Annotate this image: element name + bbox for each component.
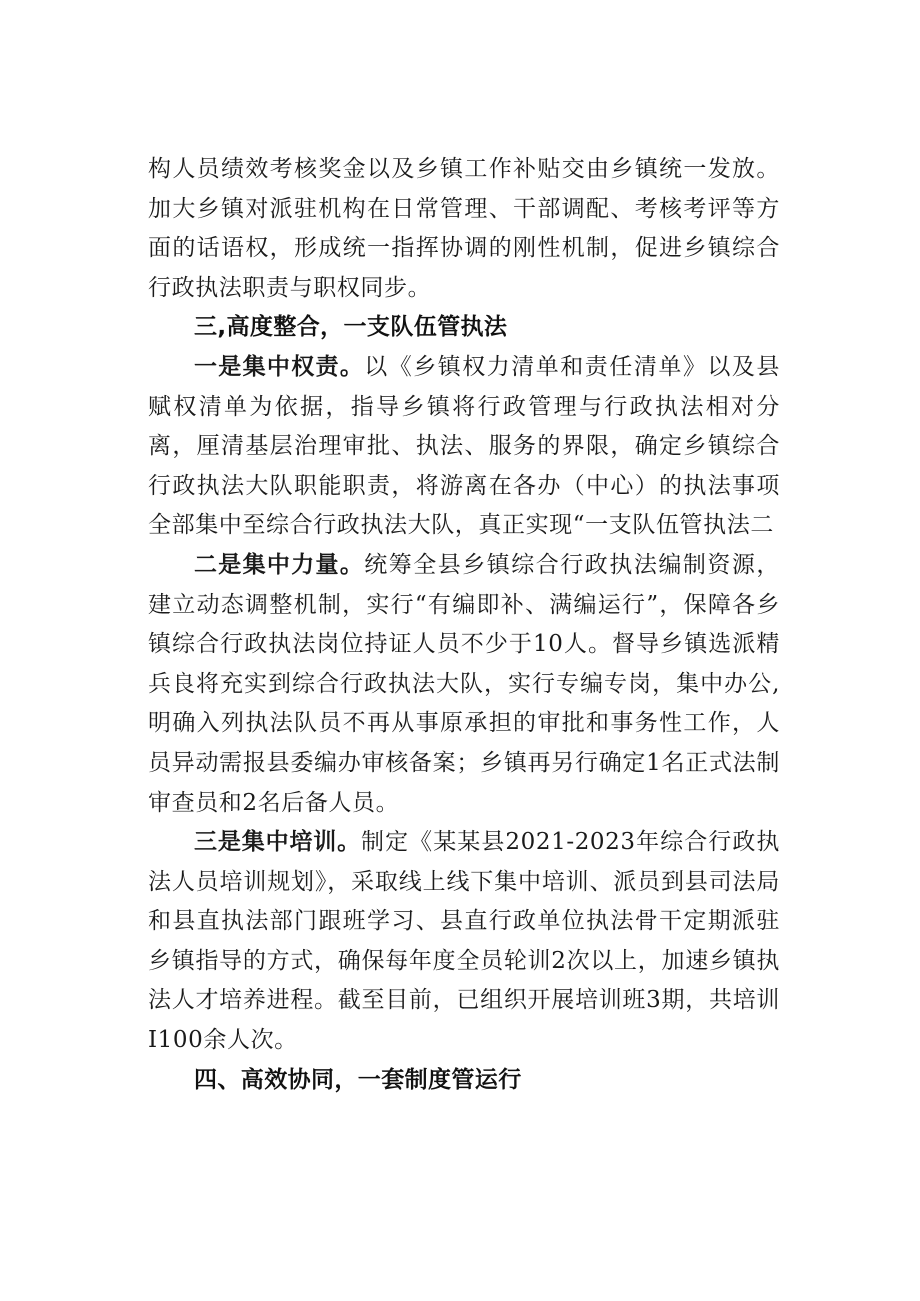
item-text: 以《乡镇权力清单和责任清单》以及县赋权清单为依据，指导乡镇将行政管理与行政执法相对分离，厘清基层治理审批、执法、服务的界限，确定乡镇综合行政执法大队职能职责，将游离在各办（中心）的执法事项全部集中至综合行政执法大队，真正实现“一支队伍管执法二 bbox=[148, 353, 780, 539]
continuation-paragraph: 构人员绩效考核奖金以及乡镇工作补贴交由乡镇统一发放。加大乡镇对派驻机构在日常管理、干部调配、考核考评等方面的话语权，形成统一指挥协调的刚性机制，促进乡镇综合行政执法职责与职权同步。 bbox=[148, 156, 780, 301]
item-text: 制定《某某县2021-2023年综合行政执法人员培训规划》，采取线上线下集中培训、派员到县司法局和县直执法部门跟班学习、县直行政单位执法骨干定期派驻乡镇指导的方式，确保每年度全员轮训2次以上，加速乡镇执法人才培养进程。截至目前，已组织开展培训班3期，共培训I100余人次。 bbox=[148, 829, 780, 1054]
item-paragraph bbox=[148, 823, 780, 1061]
item-lead: 一是集中权责。 bbox=[194, 353, 365, 380]
item-lead: 二是集中力量。 bbox=[194, 551, 365, 578]
item-lead: 三是集中培训。 bbox=[194, 829, 362, 856]
section-4-heading: 四、高效协同，一套制度管运行 bbox=[194, 1066, 522, 1093]
item-paragraph bbox=[148, 348, 780, 546]
item-paragraph bbox=[148, 546, 780, 823]
item-text: 统筹全县乡镇综合行政执法编制资源，建立动态调整机制，实行“有编即补、满编运行”，保障各乡镇综合行政执法岗位持证人员不少于10人。督导乡镇选派精兵良将充实到综合行政执法大队，实行专编专岗，集中办公,明确入列执法队员不再从事原承担的审批和事务性工作，人员异动需报县委编办审核备案；乡镇再另行确定1名正式法制审查员和2名后备人员。 bbox=[148, 551, 780, 816]
section-3-heading: 三,高度整合，一支队伍管执法 bbox=[194, 314, 508, 341]
document-page bbox=[148, 150, 780, 1100]
